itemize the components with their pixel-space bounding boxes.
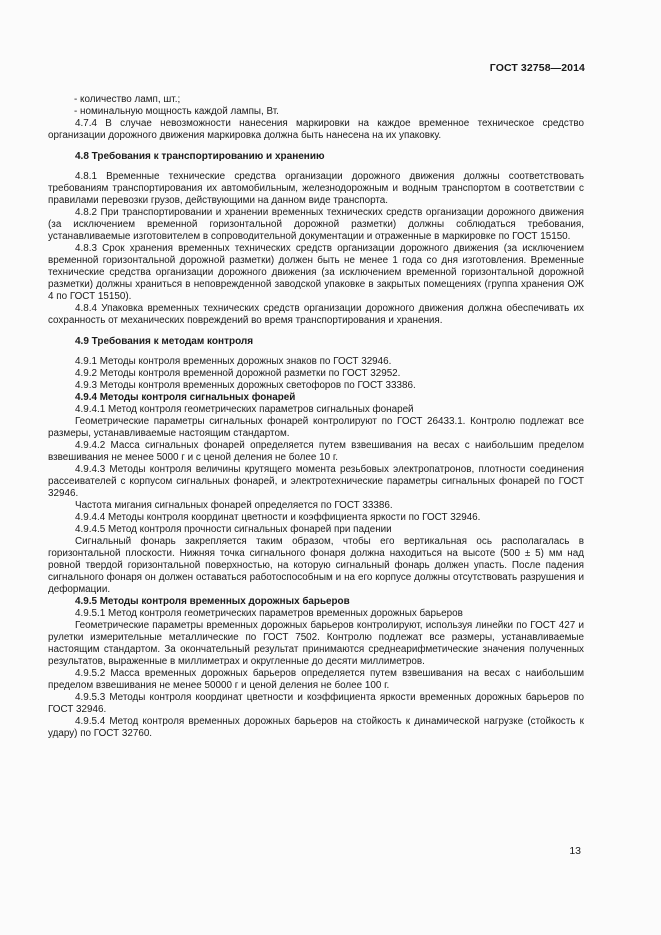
- paragraph-4-9-5-1-text: Геометрические параметры временных дорожных барьеров контролируют, используя линейки по ГОСТ 427 и рулетки измерительные металлические по ГОСТ 7502. Контролю подлежат все размеры, устанавливаемые настоящим стандартом. За окончательный результат принимаются среднеарифметические значения полученных результатов, выраженные в миллиметрах и округленные до десяти миллиметров.: [48, 620, 584, 667]
- paragraph-4-8-4: 4.8.4 Упаковка временных технических средств организации дорожного движения должна обеспечивать их сохранность от механических повреждений во время транспортирования и хранения.: [48, 303, 584, 326]
- document-body: [48, 94, 584, 740]
- paragraph-4-9-4-1-text: Геометрические параметры сигнальных фонарей контролируют по ГОСТ 26433.1. Контролю подлежат все размеры, устанавливаемые настоящим стандартом.: [48, 416, 584, 439]
- paragraph-4-9-4-4: 4.9.4.4 Методы контроля координат цветности и коэффициента яркости по ГОСТ 32946.: [75, 512, 481, 523]
- paragraph-4-9-3: 4.9.3 Методы контроля временных дорожных светофоров по ГОСТ 33386.: [75, 380, 416, 391]
- page-number: 13: [569, 845, 581, 857]
- paragraph-4-9-4-3: 4.9.4.3 Методы контроля величины крутящего момента резьбовых электропатронов, плотности соединения рассеивателей с корпусом сигнальных фонарей, и электротехнические параметры сигнальных фонарей по ГОСТ 32946.: [48, 464, 584, 499]
- paragraph-4-9-5-4: 4.9.5.4 Метод контроля временных дорожных барьеров на стойкость к динамической нагрузке (стойкость к удару) по ГОСТ 32760.: [48, 716, 584, 739]
- paragraph-4-9-4-5: 4.9.4.5 Метод контроля прочности сигнальных фонарей при падении: [75, 524, 392, 535]
- paragraph-4-9-5-2: 4.9.5.2 Масса временных дорожных барьеров определяется путем взвешивания на весах с наибольшим пределом взвешивания не менее 50000 г и ценой деления не более 100 г.: [48, 668, 584, 691]
- paragraph-4-9-4-1: 4.9.4.1 Метод контроля геометрических параметров сигнальных фонарей: [75, 404, 414, 415]
- paragraph-4-8-2: 4.8.2 При транспортировании и хранении временных технических средств организации дорожного движения (за исключением временной горизонтальной дорожной разметки) должны соблюдаться требования, устанавливаемые изготовителем в сопроводительной документации и отраженные в маркировке по ГОСТ 15150.: [48, 207, 584, 242]
- list-item: - количество ламп, шт.;: [74, 94, 181, 105]
- paragraph-4-7-4: 4.7.4 В случае невозможности нанесения маркировки на каждое временное техническое средство организации дорожного движения маркировка должна быть нанесена на их упаковку.: [48, 118, 584, 141]
- paragraph-4-9-1: 4.9.1 Методы контроля временных дорожных знаков по ГОСТ 32946.: [75, 356, 392, 367]
- paragraph-4-9-4-2: 4.9.4.2 Масса сигнальных фонарей определяется путем взвешивания на весах с наибольшим пределом взвешивания не менее 5000 г и с ценой деления не более 10 г.: [48, 440, 584, 463]
- paragraph-drop-test: Сигнальный фонарь закрепляется таким образом, чтобы его вертикальная ось располагалась в горизонтальной плоскости. Нижняя точка сигнального фонаря должна находиться на высоте (500 ± 5) мм над ровной твердой горизонтальной поверхностью, на которую сигнальный фонарь должен упасть. После падения сигнального фонаря он должен оставаться работоспособным и на его корпусе должны отсутствовать разрушения и деформации.: [48, 536, 584, 595]
- paragraph-4-8-1: 4.8.1 Временные технические средства организации дорожного движения должны соответствовать требованиям транспортирования их автомобильным, железнодорожным и водным транспортом в соответствии с правилами перевозки грузов, действующими на данном виде транспорта.: [48, 171, 584, 206]
- paragraph-4-9-5-1: 4.9.5.1 Метод контроля геометрических параметров временных дорожных барьеров: [75, 608, 463, 619]
- subsection-heading-4-9-4: 4.9.4 Методы контроля сигнальных фонарей: [75, 392, 296, 403]
- subsection-heading-4-9-5: 4.9.5 Методы контроля временных дорожных барьеров: [75, 596, 350, 607]
- paragraph-4-9-5-3: 4.9.5.3 Методы контроля координат цветности и коэффициента яркости временных дорожных барьеров по ГОСТ 32946.: [48, 692, 584, 715]
- paragraph-blink-frequency: Частота мигания сигнальных фонарей определяется по ГОСТ 33386.: [75, 500, 393, 511]
- section-heading-4-9: 4.9 Требования к методам контроля: [75, 336, 254, 347]
- list-item: - номинальную мощность каждой лампы, Вт.: [74, 106, 279, 117]
- section-heading-4-8: 4.8 Требования к транспортированию и хранению: [75, 151, 325, 162]
- document-header: ГОСТ 32758—2014: [489, 62, 585, 74]
- paragraph-4-9-2: 4.9.2 Методы контроля временной дорожной разметки по ГОСТ 32952.: [75, 368, 401, 379]
- paragraph-4-8-3: 4.8.3 Срок хранения временных технических средств организации дорожного движения (за исключением временной горизонтальной дорожной разметки) должен быть не менее 1 года со дня изготовления. Временные технические средства организации дорожного движения (за исключением временной горизонтальной дорожной разметки) должны храниться в неповрежденной заводской упаковке в закрытых помещениях (группа хранения ОЖ 4 по ГОСТ 15150).: [48, 243, 584, 302]
